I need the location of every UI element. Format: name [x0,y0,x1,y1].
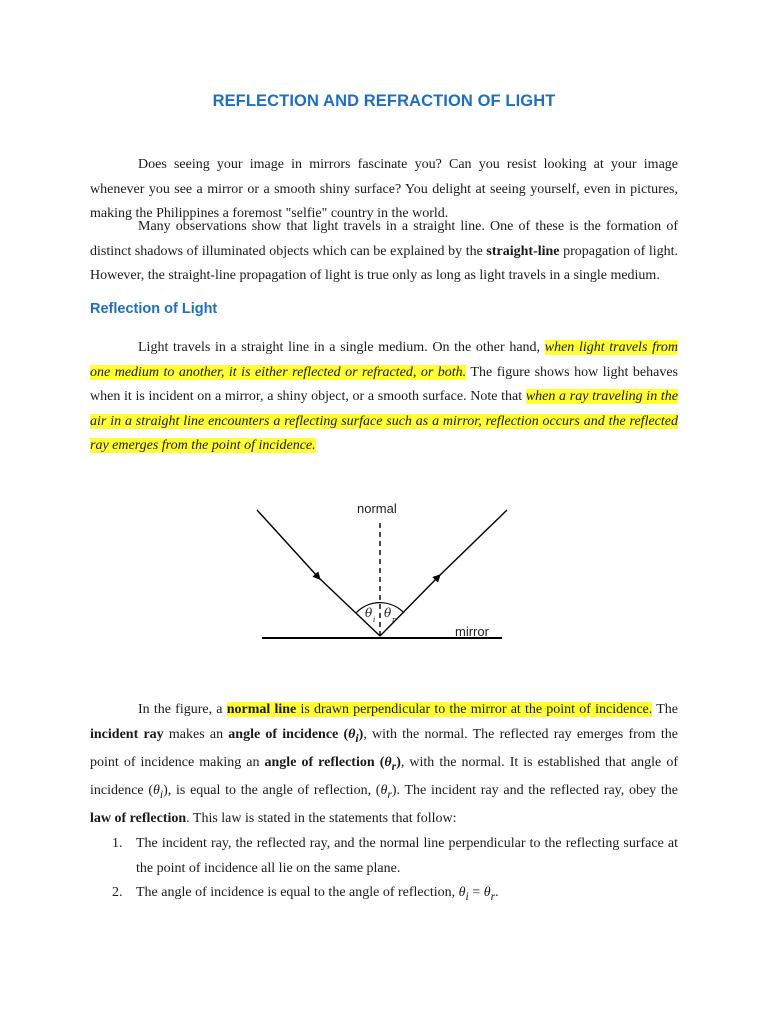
reflection-p-text-b: The figure shows how light behaves when it is incident on a mirror, a shiny object, or a smooth surface. Note that [90,364,678,404]
explanation-text-d: , with the normal. The reflected ray emerges from the point of incidence making an [90,726,678,770]
normal-label: normal [357,501,397,516]
theta-i-inline-sub: i [159,787,164,801]
list-item [112,832,678,881]
angle-reflection-text: angle of reflection ( [264,754,385,770]
theta-i-sub: i [355,731,359,745]
angle-reflection-close: ) [396,754,401,770]
intro-p2-bold: straight-line [486,243,560,259]
explanation-text-g: ). The incident ray and the reflected ray, obey the [391,783,678,799]
angle-incidence-term [228,726,364,745]
incident-ray-arrow [257,510,318,577]
list-item-text: The angle of incidence is equal to the angle of reflection, [136,885,459,900]
intro-p1-text: Does seeing your image in mirrors fascinate you? Can you resist looking at your image whenever you see a mirror or a smooth shiny surface? You delight at seeing yourself, even in pictures, making the Philippines a foremost "selfie" country in the world. [90,157,678,221]
theta-r-sub: r [391,759,397,773]
highlight-normal-line [227,702,653,717]
theta-r-eq-sub: r [490,889,496,903]
normal-line-term: normal line [226,702,297,717]
intro-p2-text-b: propagation of light. However, the straight-line propagation of light is true only as long as light travels in a single medium. [90,243,679,283]
angle-incidence-close: ) [358,726,364,742]
normal-line-rest: is drawn perpendicular to the mirror at the point of incidence. [296,702,653,717]
theta-r-label: θ [384,606,392,620]
list-item-text: The incident ray, the reflected ray, and the normal line perpendicular to the reflecting surface at the point of incidence all lie on the same plane. [136,836,678,876]
theta-r-inline: θ [380,783,388,799]
intro-p2-text-a: Many observations show that light travels in a straight line. One of these is the formation of distinct shadows of illuminated objects which can be explained by the [90,219,678,259]
reflection-diagram [250,493,520,653]
list-number: 1. [112,836,123,851]
theta-r-symbol: θ [384,754,392,770]
theta-i-subscript: i [373,616,376,624]
explanation-text-c: makes an [163,726,229,742]
highlight-reflection-occurs: when a ray traveling in the air in a straight line encounters a reflecting surface such as a mirror, reflection occurs and the reflected ray emerges from the point of incidence. [90,389,678,453]
reflection-p-text-a: Light travels in a straight line in a single medium. On the other hand, [138,340,545,355]
highlight-medium-change: when light travels from one medium to another, it is either reflected or refracted, or both. [90,340,678,380]
law-statements-list [112,832,678,909]
reflected-ray [438,510,507,577]
incident-ray-term: incident ray [90,726,164,742]
explanation-text-b: The [652,702,678,717]
explanation-paragraph [90,698,678,832]
theta-i-label: θ [365,606,373,620]
theta-r-eq: θ [483,885,491,900]
theta-r-inline-sub: r [387,787,392,801]
page-title: REFLECTION AND REFRACTION OF LIGHT [212,92,556,110]
law-of-reflection-term: law of reflection [90,811,187,827]
explanation-text-f: ), is equal to the angle of reflection, ( [163,783,381,799]
theta-i-eq-sub: i [465,889,469,903]
theta-i-inline: θ [153,783,160,799]
reflection-paragraph [90,336,678,459]
angle-incidence-text: angle of incidence ( [228,726,349,742]
intro-paragraph-2 [90,215,678,289]
list-item [112,881,678,909]
equals-sign: = [468,885,484,900]
explanation-text-e: , with the normal. It is established that angle of incidence ( [90,754,678,799]
list-item-end: . [495,885,499,900]
list-number: 2. [112,885,123,900]
theta-i-symbol: θ [348,726,356,742]
explanation-text-a: In the figure, a [138,702,227,717]
section-heading-reflection: Reflection of Light [90,301,218,317]
theta-r-subscript: r [392,616,396,624]
theta-i-eq: θ [458,885,466,900]
explanation-text-h: . This law is stated in the statements that follow: [186,811,457,827]
mirror-label: mirror [455,624,489,639]
angle-reflection-term [264,754,401,773]
